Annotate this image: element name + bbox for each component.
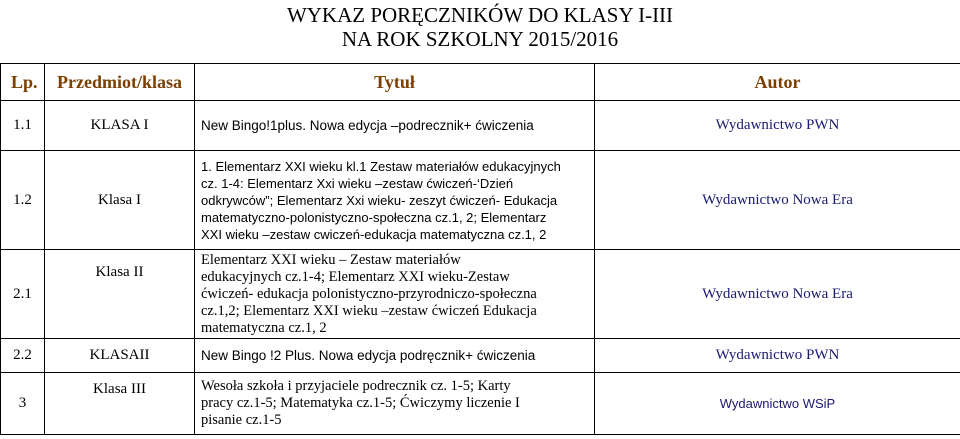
row-subject: KLASAII [45, 339, 195, 373]
title-line: matematyczno-polonistyczno-społeczna cz.1, 2; Elementarz [201, 209, 547, 225]
row-lp: 1.1 [1, 101, 45, 151]
title-line: Elementarz XXI wieku – Zestaw materiałów [201, 251, 461, 268]
title-line: XXI wieku –zestaw cwiczeń-edukacja matematyczna cz.1, 2 [201, 226, 547, 242]
header-subject: Przedmiot/klasa [45, 64, 195, 101]
table-row [1, 373, 960, 435]
row-subject: Klasa II [45, 250, 195, 339]
table-row [1, 250, 960, 339]
title-line: ćwiczeń- edukacja polonistyczno-przyrodniczo-społeczna [201, 285, 537, 302]
row-author: Wydawnictwo PWN [595, 339, 960, 373]
row-title [195, 373, 595, 435]
row-lp: 1.2 [1, 151, 45, 250]
title-line: Wesoła szkoła i przyjaciele podrecznik cz. 1-5; Karty [201, 378, 511, 394]
header-lp: Lp. [1, 64, 45, 101]
row-lp: 2.2 [1, 339, 45, 373]
table-header-row [1, 64, 960, 101]
title-line: odkrywców”; Elementarz Xxi wieku- zeszyt ćwiczeń- Edukacja [201, 192, 558, 208]
row-subject: Klasa III [45, 373, 195, 435]
row-author: Wydawnictwo Nowa Era [595, 151, 960, 250]
row-title: New Bingo !2 Plus. Nowa edycja podręcznik+ ćwiczenia [195, 339, 595, 373]
title-line: edukacyjnych cz.1-4; Elementarz XXI wieku-Zestaw [201, 268, 510, 285]
document-title-line1: WYKAZ PORĘCZNIKÓW DO KLASY I-III [286, 3, 674, 27]
row-author: Wydawnictwo PWN [595, 101, 960, 151]
title-line: pisanie cz.1-5 [201, 412, 282, 428]
title-line: pracy cz.1-5; Matematyka cz.1-5; Ćwiczymy liczenie I [201, 395, 520, 411]
row-title: New Bingo!1plus. Nowa edycja –podrecznik+ ćwiczenia [195, 101, 595, 151]
table-row [1, 151, 960, 250]
row-title [195, 151, 595, 250]
title-line: cz. 1-4: Elementarz Xxi wieku –zestaw ćwiczeń-‘Dzień [201, 175, 514, 191]
row-lp: 2.1 [1, 250, 45, 339]
table-row [1, 101, 960, 151]
row-subject: Klasa I [45, 151, 195, 250]
row-subject: KLASA I [45, 101, 195, 151]
row-lp: 3 [1, 373, 45, 435]
row-author: Wydawnictwo WSiP [595, 373, 960, 435]
document-title-line2: NA ROK SZKOLNY 2015/2016 [341, 27, 619, 51]
table-row [1, 339, 960, 373]
title-line: cz.1,2; Elementarz XXI wieku –zestaw ćwiczeń Edukacja [201, 302, 537, 319]
header-author: Autor [595, 64, 960, 101]
title-line: matematyczna cz.1, 2 [201, 319, 327, 336]
row-title [195, 250, 595, 339]
title-line: 1. Elementarz XXI wieku kl.1 Zestaw materiałów edukacyjnych [201, 158, 561, 174]
textbook-table [0, 63, 960, 435]
header-title: Tytuł [195, 64, 595, 101]
row-author: Wydawnictwo Nowa Era [595, 250, 960, 339]
